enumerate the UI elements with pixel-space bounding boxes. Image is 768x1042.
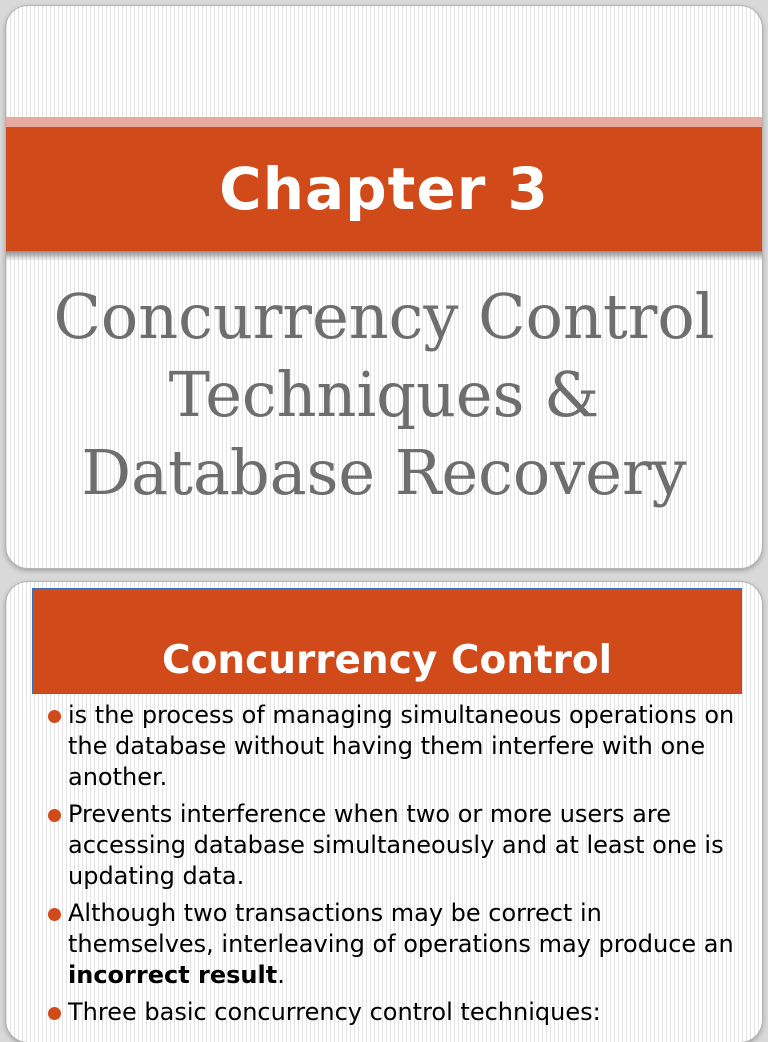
title-slide	[6, 6, 762, 568]
section-header	[32, 588, 742, 694]
bullet-item	[46, 997, 746, 1028]
bullet-item	[46, 700, 746, 793]
subtitle-line: Database Recovery	[81, 436, 687, 509]
section-title: Concurrency Control	[161, 638, 613, 683]
bullet-text: Three basic concurrency control techniques:	[68, 998, 601, 1026]
bullet-text-tail: .	[277, 961, 285, 989]
bullet-dot-icon	[48, 809, 61, 822]
subtitle-line: Techniques &	[168, 358, 600, 431]
bullet-dot-icon	[48, 1007, 61, 1020]
title-band-highlight	[6, 117, 762, 127]
bullet-text-emphasis: incorrect result	[68, 961, 278, 989]
bullet-text: Prevents interference when two or more users are accessing database simultaneously and at least one is updating data.	[68, 800, 724, 890]
content-slide	[6, 582, 762, 1042]
bullet-dot-icon	[48, 710, 61, 723]
chapter-title: Chapter 3	[219, 155, 549, 223]
title-band	[6, 127, 762, 251]
bullet-item	[46, 799, 746, 892]
bullet-item	[46, 898, 746, 991]
title-band-shadow	[6, 251, 762, 261]
bullet-list	[46, 700, 746, 1034]
bullet-text-lead: Although two transactions may be correct in themselves, interleaving of operations may produce an	[68, 899, 734, 958]
bullet-text: is the process of managing simultaneous operations on the database without having them interfere with one another.	[68, 701, 735, 791]
bullet-dot-icon	[48, 908, 61, 921]
slide-subtitle	[6, 278, 762, 512]
subtitle-line: Concurrency Control	[53, 280, 715, 353]
